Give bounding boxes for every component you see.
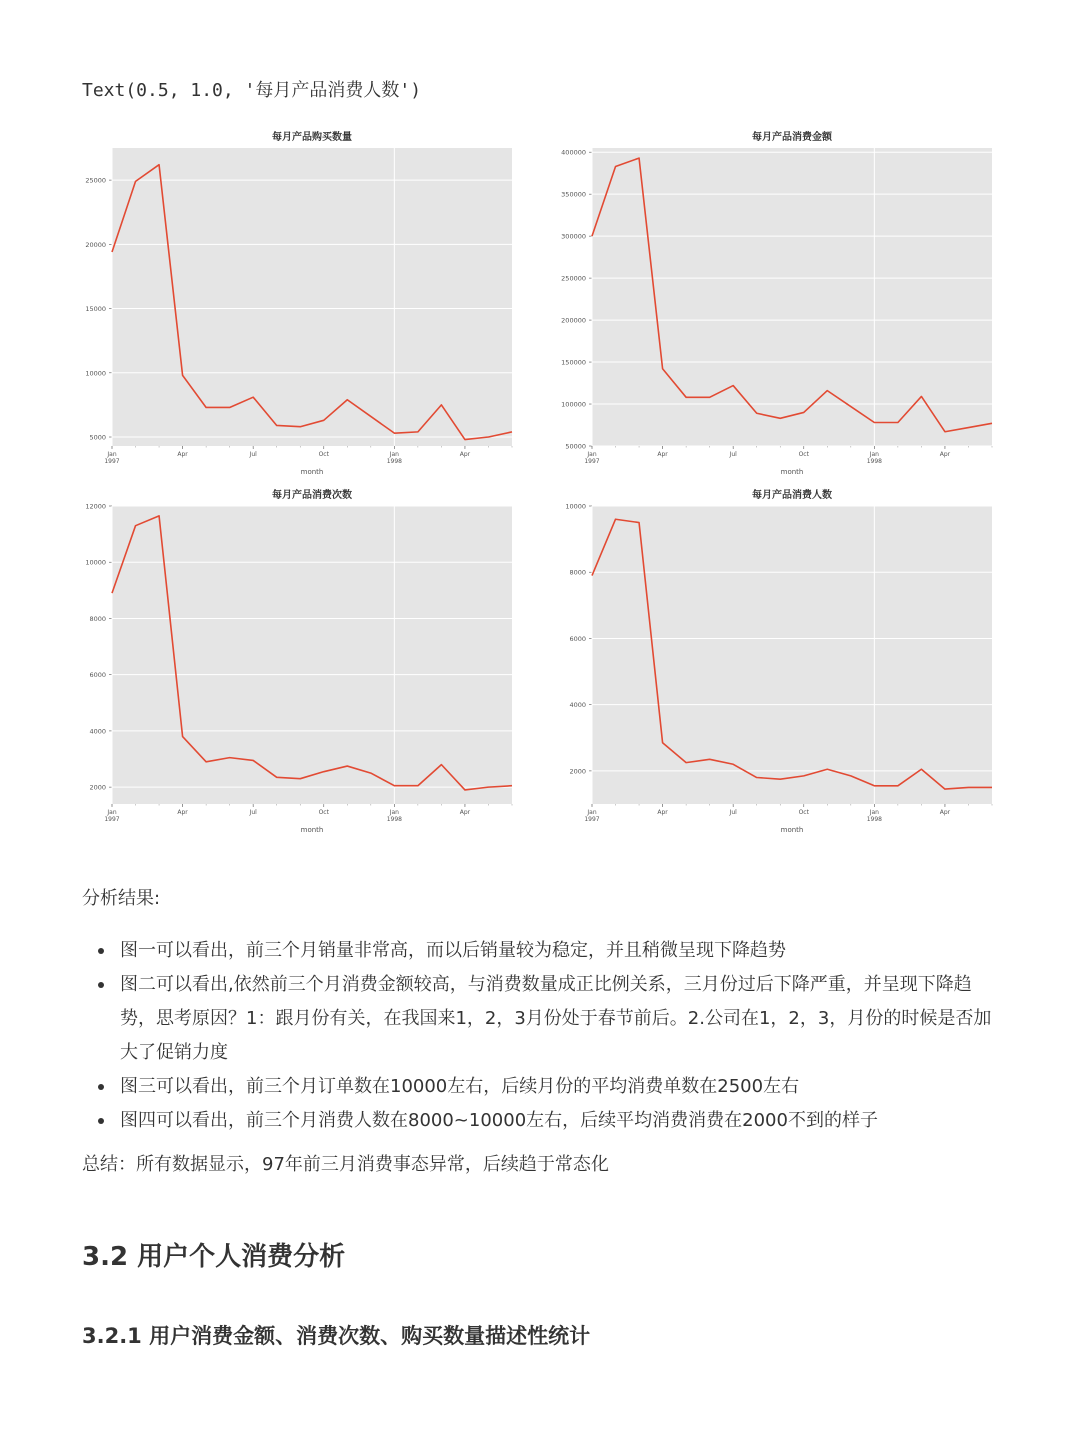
analysis-bullet	[120, 968, 1000, 1070]
data-point	[276, 425, 278, 427]
y-tick-label: 12000	[85, 502, 106, 511]
data-point	[252, 396, 254, 398]
code-output-line: Text(0.5, 1.0, '每月产品消费人数')	[82, 80, 422, 101]
analysis-summary: 总结：所有数据显示，97年前三月消费事态异常，后续趋于常态化	[82, 1154, 609, 1175]
y-tick-label: 4000	[569, 701, 586, 710]
x-tick-label	[657, 451, 668, 458]
x-tick-label	[387, 809, 402, 823]
x-tick-label-line: 1997	[584, 816, 600, 823]
y-tick-label: 400000	[561, 148, 586, 157]
x-tick-label	[867, 451, 882, 465]
chart-svg	[80, 486, 520, 836]
data-point	[464, 789, 466, 791]
data-point	[205, 761, 207, 763]
x-tick-label-line: 1998	[866, 458, 882, 465]
plot-area	[112, 148, 512, 446]
x-tick-label	[319, 451, 330, 458]
x-tick-label-line: Apr	[939, 809, 951, 816]
data-point	[111, 251, 113, 253]
x-tick-label	[460, 451, 471, 458]
data-point	[968, 427, 970, 429]
x-tick-label-line: Oct	[798, 451, 809, 458]
data-point	[874, 785, 876, 787]
data-point	[921, 768, 923, 770]
analysis-bullet-list	[82, 934, 1000, 1138]
x-tick-label	[584, 809, 599, 823]
x-tick-label	[177, 451, 188, 458]
x-tick-label	[177, 809, 188, 816]
x-tick-label	[729, 451, 738, 458]
data-point	[182, 375, 184, 377]
bullet-text: 图三可以看出，前三个月订单数在10000左右，后续月份的平均消费单数在2500左右	[120, 1076, 800, 1097]
data-point	[944, 788, 946, 790]
x-axis-label: month	[300, 826, 324, 834]
data-point	[346, 399, 348, 401]
x-tick-label	[729, 809, 738, 816]
chart-monthly-purchase-quantity	[80, 128, 520, 478]
data-point	[182, 736, 184, 738]
data-point	[252, 760, 254, 762]
x-tick-label-line: 1998	[386, 816, 402, 823]
x-tick-label-line: Apr	[939, 451, 951, 458]
x-tick-label-line: Jul	[729, 451, 737, 458]
y-tick-label: 5000	[89, 433, 106, 442]
chart-title: 每月产品消费次数	[272, 490, 352, 501]
data-point	[135, 525, 137, 527]
chart-svg	[560, 486, 1000, 836]
chart-title: 每月产品购买数量	[272, 132, 352, 143]
y-tick-label: 6000	[89, 671, 106, 680]
data-point	[850, 406, 852, 408]
x-tick-label-line: Apr	[657, 809, 668, 816]
x-tick-label-line: 1997	[104, 816, 120, 823]
x-tick-label-line: Apr	[657, 451, 668, 458]
x-tick-label	[799, 809, 810, 816]
analysis-bullet	[120, 1070, 1000, 1104]
data-point	[158, 515, 160, 517]
x-tick-label-line: Oct	[318, 809, 329, 816]
x-tick-label-line: Jan	[869, 451, 879, 458]
data-point	[709, 759, 711, 761]
data-point	[732, 763, 734, 765]
data-point	[441, 404, 443, 406]
data-point	[346, 765, 348, 767]
data-point	[323, 771, 325, 773]
x-tick-label	[940, 809, 951, 816]
y-tick-label: 2000	[89, 783, 106, 792]
data-point	[756, 412, 758, 414]
data-point	[685, 762, 687, 764]
x-tick-label	[584, 451, 599, 465]
plot-area	[592, 148, 992, 446]
data-point	[229, 757, 231, 759]
y-tick-label: 20000	[85, 240, 106, 249]
subsection-heading: 3.2.1 用户消费金额、消费次数、购买数量描述性统计	[82, 1324, 591, 1348]
x-tick-label-line: Jan	[107, 809, 117, 816]
data-point	[615, 518, 617, 520]
x-tick-label-line: Apr	[177, 451, 188, 458]
data-point	[417, 431, 419, 433]
chart-svg	[560, 128, 1000, 478]
bullet-dot	[98, 1084, 104, 1090]
data-point	[615, 166, 617, 168]
data-point	[276, 776, 278, 778]
x-tick-label	[104, 809, 119, 823]
data-point	[826, 768, 828, 770]
y-tick-label: 50000	[565, 442, 586, 451]
data-point	[850, 775, 852, 777]
chart-title: 每月产品消费金额	[752, 132, 832, 143]
data-point	[944, 431, 946, 433]
section-heading: 3.2 用户个人消费分析	[82, 1242, 346, 1272]
x-tick-label-line: 1998	[386, 458, 402, 465]
data-point	[323, 420, 325, 422]
data-point	[732, 385, 734, 387]
data-point	[394, 432, 396, 434]
bullet-text: 图二可以看出,依然前三个月消费金额较高，与消费数量成正比例关系，三月份过后下降严重，并呈现下降趋势，思考原因？1：跟月份有关，在我国来1，2，3月份处于春节前后。2.公司在1，2，3，月份的时候是否加大了促销力度	[120, 974, 992, 1063]
x-tick-label-line: 1997	[104, 458, 120, 465]
x-tick-label	[249, 809, 258, 816]
x-tick-label-line: Apr	[459, 809, 471, 816]
data-point	[826, 390, 828, 392]
data-point	[803, 775, 805, 777]
x-tick-label	[799, 451, 810, 458]
y-tick-label: 10000	[85, 369, 106, 378]
data-point	[779, 778, 781, 780]
bullet-text: 图四可以看出，前三个月消费人数在8000~10000左右，后续平均消费消费在2000不到的样子	[120, 1110, 878, 1131]
data-point	[511, 431, 513, 433]
x-tick-label-line: Jul	[249, 451, 257, 458]
y-tick-label: 250000	[561, 274, 586, 283]
bullet-dot	[98, 1118, 104, 1124]
x-tick-label-line: 1998	[866, 816, 882, 823]
x-tick-label	[867, 809, 882, 823]
x-tick-label	[319, 809, 330, 816]
y-tick-label: 10000	[85, 558, 106, 567]
data-point	[638, 522, 640, 524]
data-point	[921, 396, 923, 398]
data-point	[158, 164, 160, 166]
bullet-dot	[98, 982, 104, 988]
data-point	[111, 592, 113, 594]
x-tick-label-line: Oct	[318, 451, 329, 458]
x-tick-label-line: Jul	[729, 809, 737, 816]
data-point	[662, 742, 664, 744]
y-tick-label: 8000	[569, 568, 586, 577]
x-tick-label-line: Jan	[389, 809, 399, 816]
x-tick-label-line: Jan	[107, 451, 117, 458]
x-tick-label-line: Jan	[587, 809, 597, 816]
chart-monthly-consumption-count	[80, 486, 520, 836]
y-tick-label: 15000	[85, 305, 106, 314]
data-point	[803, 412, 805, 414]
data-point	[709, 397, 711, 399]
chart-svg	[80, 128, 520, 478]
plot-area	[112, 506, 512, 804]
y-tick-label: 8000	[89, 614, 106, 623]
y-tick-label: 100000	[561, 400, 586, 409]
data-point	[464, 439, 466, 441]
data-point	[394, 785, 396, 787]
plot-area	[592, 506, 992, 804]
data-point	[897, 785, 899, 787]
x-tick-label-line: 1997	[584, 458, 600, 465]
x-axis-label: month	[780, 826, 804, 834]
y-tick-label: 200000	[561, 316, 586, 325]
analysis-bullet	[120, 934, 1000, 968]
x-tick-label-line: Jul	[249, 809, 257, 816]
x-tick-label-line: Jan	[587, 451, 597, 458]
chart-monthly-consumer-count	[560, 486, 1000, 836]
data-point	[662, 368, 664, 370]
data-point	[229, 407, 231, 409]
data-point	[205, 407, 207, 409]
data-point	[779, 417, 781, 419]
chart-title: 每月产品消费人数	[752, 490, 832, 501]
x-tick-label	[460, 809, 471, 816]
data-point	[417, 785, 419, 787]
data-point	[591, 235, 593, 237]
chart-monthly-consumption-amount	[560, 128, 1000, 478]
x-axis-label: month	[780, 468, 804, 476]
analysis-bullet	[120, 1104, 1000, 1138]
data-point	[299, 778, 301, 780]
data-point	[897, 422, 899, 424]
data-point	[370, 416, 372, 418]
data-point	[370, 772, 372, 774]
data-point	[591, 575, 593, 577]
bullet-dot	[98, 948, 104, 954]
y-tick-label: 4000	[89, 727, 106, 736]
data-point	[685, 397, 687, 399]
y-tick-label: 300000	[561, 232, 586, 241]
data-point	[441, 764, 443, 766]
data-point	[991, 423, 993, 425]
data-point	[991, 787, 993, 789]
y-tick-label: 10000	[565, 502, 586, 511]
y-tick-label: 6000	[569, 634, 586, 643]
data-point	[299, 426, 301, 428]
bullet-text: 图一可以看出，前三个月销量非常高，而以后销量较为稳定，并且稍微呈现下降趋势	[120, 940, 786, 961]
x-axis-label: month	[300, 468, 324, 476]
x-tick-label-line: Jan	[869, 809, 879, 816]
y-tick-label: 350000	[561, 190, 586, 199]
data-point	[135, 181, 137, 183]
data-point	[488, 436, 490, 438]
x-tick-label	[387, 451, 402, 465]
data-point	[511, 785, 513, 787]
x-tick-label-line: Apr	[459, 451, 471, 458]
data-point	[638, 157, 640, 159]
x-tick-label-line: Oct	[798, 809, 809, 816]
data-point	[756, 777, 758, 779]
data-point	[874, 422, 876, 424]
x-tick-label	[249, 451, 258, 458]
x-tick-label	[104, 451, 119, 465]
y-tick-label: 25000	[85, 176, 106, 185]
analysis-title: 分析结果:	[82, 888, 161, 909]
x-tick-label	[940, 451, 951, 458]
x-tick-label	[657, 809, 668, 816]
data-point	[488, 786, 490, 788]
x-tick-label-line: Jan	[389, 451, 399, 458]
y-tick-label: 150000	[561, 358, 586, 367]
x-tick-label-line: Apr	[177, 809, 188, 816]
y-tick-label: 2000	[569, 767, 586, 776]
data-point	[968, 787, 970, 789]
